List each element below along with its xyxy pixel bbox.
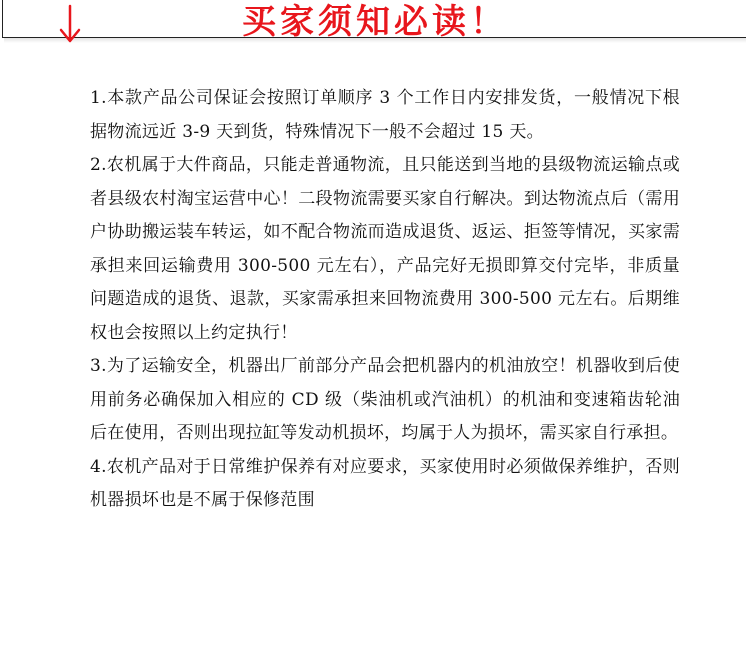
notice-item-4: 4.农机产品对于日常维护保养有对应要求，买家使用时必须做保养维护，否则机器损坏也是不属于保修范围 <box>90 456 680 510</box>
notice-item-2: 2.农机属于大件商品，只能走普通物流，且只能送到当地的县级物流运输点或者县级农村淘宝运营中心！二段物流需要买家自行解决。到达物流点后（需用户协助搬运装车转运，如不配合物流而造成退货、返运、拒签等情况，买家需承担来回运输费用 300-500 元左右），产品完好无损即算交付完毕，非质量问题造成的退货、退款，买家需承担来回物流费用 300-500 元左右。后期维权也会按照以上约定执行！ <box>90 155 680 343</box>
notice-list <box>90 82 680 518</box>
header-banner <box>0 0 750 44</box>
notice-item-1: 1.本款产品公司保证会按照订单顺序 3 个工作日内安排发货，一般情况下根据物流远近 3-9 天到货，特殊情况下一般不会超过 15 天。 <box>90 88 680 142</box>
notice-item-3: 3.为了运输安全，机器出厂前部分产品会把机器内的机油放空！机器收到后使用前务必确保加入相应的 CD 级（柴油机或汽油机）的机油和变速箱齿轮油后在使用，否则出现拉缸等发动机损坏，均属于人为损坏，需买家自行承担。 <box>90 356 680 443</box>
page-title: 买家须知必读！ <box>242 2 508 42</box>
